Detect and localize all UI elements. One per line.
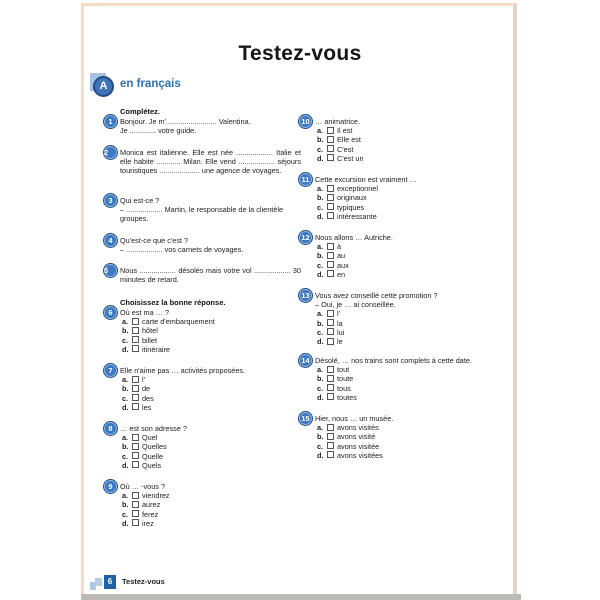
question-8 [108,424,300,470]
question-number-badge: 2 [103,145,118,160]
question-prompt: Où … -vous ? [120,482,166,491]
option-text: billet [142,335,158,345]
answer-option[interactable] [120,345,300,354]
question-number-badge: 5 [103,263,118,278]
option-text: originaux [337,193,367,203]
question-14 [301,356,510,402]
question-number-badge: 14 [298,353,313,368]
answer-option[interactable] [315,184,505,193]
option-text: Il est [337,126,353,136]
option-letter: d. [122,402,129,412]
checkbox-icon[interactable] [132,376,139,383]
answer-option[interactable] [315,145,505,154]
option-letter: b. [122,326,129,336]
checkbox-icon[interactable] [327,185,334,192]
question-text[interactable]: Monica est italienne. Elle est née .................. Italie et elle habite ............ Milan. Elle vend .................. séjours touristiques .................... une agence de voyages. [120,148,301,176]
option-text: aux [337,260,349,270]
option-text: le [337,337,343,347]
option-letter: a. [122,433,129,443]
option-text: aurez [142,500,161,510]
checkbox-icon[interactable] [327,375,334,382]
checkbox-icon[interactable] [132,519,139,526]
answer-option[interactable] [120,519,300,528]
option-text: les [142,402,152,412]
question-number-badge: 9 [103,479,118,494]
checkbox-icon[interactable] [327,319,334,326]
option-letter: c. [317,327,324,337]
answer-option[interactable] [315,135,505,144]
option-letter: a. [317,242,324,252]
option-letter: b. [122,442,129,452]
checkbox-icon[interactable] [327,328,334,335]
option-text: Elle est [337,135,361,145]
question-line[interactable]: – .................. Martin, le responsable de la clientèle groupes. [120,205,284,224]
question-number-badge: 11 [298,172,313,187]
checkbox-icon[interactable] [327,243,334,250]
option-text: lui [337,327,345,337]
option-text: ferez [142,509,159,519]
answer-option[interactable] [120,384,300,393]
question-number-badge: 10 [298,114,313,129]
option-text: intéressante [337,211,377,221]
option-letter: c. [122,509,129,519]
checkbox-icon[interactable] [327,127,334,134]
section-title: en français [120,78,181,90]
section-badge [90,73,114,97]
question-prompt: Cette excursion est vraiment … [315,175,417,184]
instruction-complete: Complétez. [120,107,161,116]
answer-option[interactable] [120,394,300,403]
option-letter: a. [317,365,324,375]
checkbox-icon[interactable] [132,345,139,352]
option-text: C'est un [337,153,364,163]
option-letter: b. [122,384,129,394]
answer-option[interactable] [315,451,505,460]
option-text: avons visités [337,423,379,433]
answer-option[interactable] [120,403,300,412]
answer-option[interactable] [120,461,300,470]
option-letter: c. [317,260,324,270]
answer-option[interactable] [120,442,300,451]
answer-option[interactable] [315,270,505,279]
option-letter: d. [317,153,324,163]
question-12 [301,233,505,279]
checkbox-icon[interactable] [327,384,334,391]
option-letter: b. [317,193,324,203]
page-title: Testez-vous [238,42,362,65]
page-bottom-edge [81,594,521,600]
answer-option[interactable] [315,423,505,432]
answer-option[interactable] [315,309,505,318]
checkbox-icon[interactable] [327,366,334,373]
option-text: itinéraire [142,344,170,354]
answer-option[interactable] [315,374,510,383]
checkbox-icon[interactable] [132,318,139,325]
question-prompt: … est son adresse ? [120,424,187,433]
answer-option[interactable] [120,433,300,442]
option-text: Quelle [142,451,164,461]
option-letter: b. [317,374,324,384]
option-text: toutes [337,392,357,402]
answer-option[interactable] [315,242,505,251]
question-number-badge: 7 [103,363,118,378]
answer-option[interactable] [120,317,300,326]
option-letter: b. [317,432,324,442]
option-text: C'est [337,144,354,154]
footer-decoration [95,578,102,586]
question-10 [301,117,505,163]
checkbox-icon[interactable] [132,452,139,459]
question-prompt: … animatrice. [315,117,361,126]
answer-option[interactable] [315,193,505,202]
question-4 [108,236,301,255]
option-letter: c. [122,335,129,345]
option-letter: d. [317,211,324,221]
answer-option[interactable] [315,319,505,328]
option-letter: c. [122,451,129,461]
option-letter: a. [317,423,324,433]
answer-option[interactable] [120,336,300,345]
option-letter: a. [317,184,324,194]
checkbox-icon[interactable] [132,501,139,508]
question-prompt: Vous avez conseillé cette promotion ? [315,291,438,300]
answer-option[interactable] [315,251,505,260]
option-text: des [142,393,154,403]
footer-label: Testez-vous [122,577,165,586]
question-line[interactable]: Qu'est-ce que c'est ? [120,236,189,245]
checkbox-icon[interactable] [327,424,334,431]
checkbox-icon[interactable] [132,510,139,517]
option-letter: c. [317,441,324,451]
option-text: viendrez [142,491,170,501]
checkbox-icon[interactable] [132,403,139,410]
question-line[interactable]: Bonjour. Je m'......................... Valentina. [120,117,251,126]
option-letter: a. [122,317,129,327]
answer-option[interactable] [315,212,505,221]
checkbox-icon[interactable] [327,310,334,317]
question-13 [301,291,505,347]
checkbox-icon[interactable] [132,394,139,401]
question-prompt: Désolé, … nos trains sont complets à cette date. [315,356,472,365]
question-text[interactable]: Nous .................. désolés mais votre vol .................. 30 minutes de retard. [120,266,301,285]
checkbox-icon[interactable] [327,442,334,449]
question-prompt: – Oui, je … ai conseillée. [315,300,396,310]
question-6 [108,308,300,354]
page-number: 6 [104,575,116,589]
instruction-choose: Choisissez la bonne réponse. [120,298,226,307]
checkbox-icon[interactable] [327,393,334,400]
option-text: l' [142,375,146,385]
option-text: au [337,251,346,261]
question-prompt: Elle n'aime pas … activités proposées. [120,366,246,375]
answer-option[interactable] [120,375,300,384]
question-prompt: Hier, nous … un musée. [315,414,394,423]
answer-option[interactable] [315,365,510,374]
question-line[interactable]: Qui est-ce ? [120,196,160,205]
option-text: la [337,318,343,328]
checkbox-icon[interactable] [132,336,139,343]
answer-option[interactable] [315,154,505,163]
section-letter: A [93,76,114,97]
option-text: Quelles [142,442,167,452]
answer-option[interactable] [315,337,505,346]
option-letter: b. [317,318,324,328]
checkbox-icon[interactable] [327,270,334,277]
question-5 [104,266,301,285]
checkbox-icon[interactable] [132,492,139,499]
option-text: en [337,269,346,279]
option-text: Quels [142,460,162,470]
answer-option[interactable] [315,203,505,212]
question-1 [108,117,300,136]
option-letter: b. [122,500,129,510]
checkbox-icon[interactable] [132,385,139,392]
checkbox-icon[interactable] [327,136,334,143]
option-letter: a. [317,126,324,136]
answer-option[interactable] [315,126,505,135]
option-letter: a. [317,309,324,319]
checkbox-icon[interactable] [327,194,334,201]
answer-option[interactable] [120,452,300,461]
option-text: carte d'embarquement [142,317,215,327]
option-text: à [337,242,342,252]
question-number-badge: 15 [298,411,313,426]
option-text: tout [337,365,350,375]
question-2 [104,148,301,176]
question-11 [301,175,505,221]
option-letter: d. [317,450,324,460]
checkbox-icon[interactable] [327,252,334,259]
question-number-badge: 12 [298,230,313,245]
question-line[interactable]: – .................. vos carnets de voyages. [120,245,244,255]
option-text: typiques [337,202,365,212]
answer-option[interactable] [120,500,300,509]
option-text: avons visitée [337,441,380,451]
option-text: avons visité [337,432,376,442]
checkbox-icon[interactable] [327,212,334,219]
option-letter: d. [122,518,129,528]
option-letter: c. [317,144,324,154]
checkbox-icon[interactable] [327,154,334,161]
option-letter: d. [122,344,129,354]
option-letter: d. [122,460,129,470]
question-number-badge: 3 [103,193,118,208]
option-letter: b. [317,135,324,145]
checkbox-icon[interactable] [132,434,139,441]
question-number-badge: 6 [103,305,118,320]
checkbox-icon[interactable] [132,461,139,468]
option-letter: b. [317,251,324,261]
checkbox-icon[interactable] [327,338,334,345]
checkbox-icon[interactable] [327,203,334,210]
checkbox-icon[interactable] [132,443,139,450]
answer-option[interactable] [315,261,505,270]
option-text: l' [337,309,341,319]
question-9 [108,482,300,528]
option-letter: c. [317,202,324,212]
question-number-badge: 4 [103,233,118,248]
option-text: exceptionnel [337,184,378,194]
option-text: tous [337,383,351,393]
option-letter: a. [122,375,129,385]
option-text: hôtel [142,326,158,336]
answer-option[interactable] [315,393,510,402]
option-text: toute [337,374,354,384]
question-15 [301,414,505,460]
checkbox-icon[interactable] [327,261,334,268]
question-7 [108,366,300,412]
option-text: avons visitées [337,450,383,460]
question-number-badge: 1 [103,114,118,129]
question-number-badge: 8 [103,421,118,436]
option-letter: c. [317,383,324,393]
question-prompt: Où est ma … ? [120,308,170,317]
option-letter: d. [317,269,324,279]
question-line[interactable]: Je ............. votre guide. [120,126,197,136]
answer-option[interactable] [315,328,505,337]
question-3 [108,196,301,224]
option-text: de [142,384,151,394]
question-prompt: Nous allons … Autriche. [315,233,393,242]
option-letter: d. [317,392,324,402]
option-letter: c. [122,393,129,403]
checkbox-icon[interactable] [132,327,139,334]
option-letter: d. [317,337,324,347]
answer-option[interactable] [315,384,510,393]
option-text: Quel [142,433,158,443]
answer-option[interactable] [120,326,300,335]
answer-option[interactable] [120,510,300,519]
checkbox-icon[interactable] [327,451,334,458]
option-letter: a. [122,491,129,501]
checkbox-icon[interactable] [327,145,334,152]
option-text: irez [142,518,154,528]
answer-option[interactable] [120,491,300,500]
checkbox-icon[interactable] [327,433,334,440]
question-number-badge: 13 [298,288,313,303]
answer-option[interactable] [315,432,505,441]
answer-option[interactable] [315,442,505,451]
